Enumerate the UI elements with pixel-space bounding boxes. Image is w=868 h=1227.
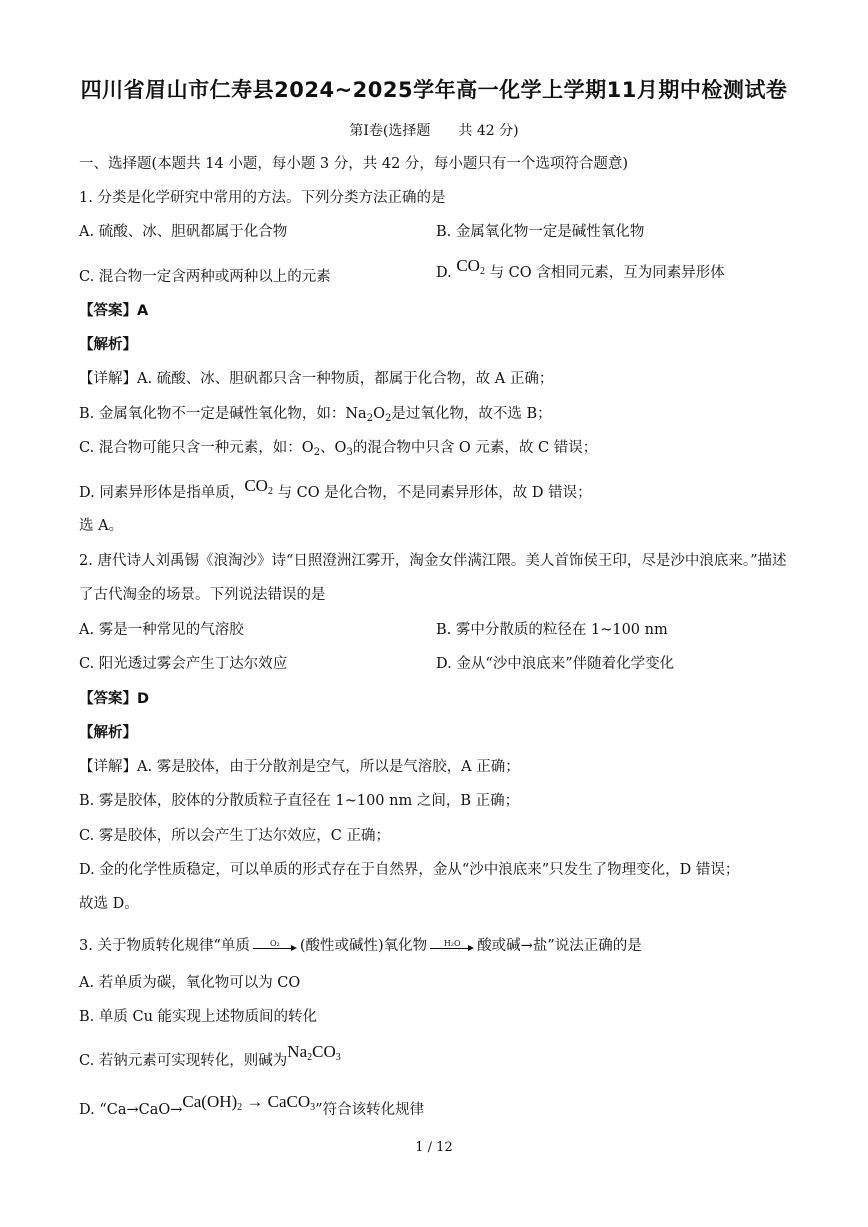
co2-formula-2-text: CO xyxy=(244,476,268,495)
arrow-o2-label: O₂ xyxy=(269,939,280,948)
q3-option-c xyxy=(79,1042,341,1076)
q2-option-c: C. 阳光透过雾会产生丁达尔效应 xyxy=(79,656,288,672)
q3-option-c-pre: C. 若钠元素可实现转化，则碱为 xyxy=(79,1053,288,1069)
na2co3-sub1: 2 xyxy=(307,1052,313,1063)
co2-formula-text: CO xyxy=(456,256,480,275)
q2-option-a: A. 雾是一种常见的气溶胶 xyxy=(79,622,244,638)
na2co3-b: CO xyxy=(312,1042,336,1061)
q2-option-d: D. 金从“沙中浪底来”伴随着化学变化 xyxy=(436,656,675,672)
caoh2-a: Ca(OH) xyxy=(182,1092,238,1111)
q1-option-d xyxy=(436,256,725,288)
q1-option-a: A. 硫酸、冰、胆矾都属于化合物 xyxy=(79,224,288,240)
co2-formula-sub: 2 xyxy=(479,266,485,277)
q3-stem-mid: (酸性或碱性)氧化物 xyxy=(299,938,428,954)
q2-detail-a: 【详解】A. 雾是胶体，由于分散剂是空气，所以是气溶胶，A 正确； xyxy=(79,759,520,775)
q1-detail-d-pre: D. 同素异形体是指单质， xyxy=(79,485,245,501)
q1-detail-c-post: 的混合物中只含 O 元素，故 C 错误； xyxy=(352,440,598,456)
q2-answer: 【答案】D xyxy=(79,691,150,707)
co2-formula-2 xyxy=(244,476,273,495)
q2-stem-line2: 了古代淘金的场景。下列说法错误的是 xyxy=(79,587,326,603)
q2-analysis-label: 【解析】 xyxy=(79,725,137,741)
na2co3-formula xyxy=(287,1042,340,1061)
arrow-h2o-label: H₂O xyxy=(443,939,461,948)
na2co3-sub2: 3 xyxy=(335,1052,341,1063)
q1-detail-c xyxy=(79,438,597,463)
q1-detail-b-sub2: 2 xyxy=(384,413,392,424)
co2-formula-2-sub: 2 xyxy=(267,486,273,497)
q1-detail-d-post: 与 CO 是化合物，不是同素异形体，故 D 错误； xyxy=(277,485,592,501)
q1-conclusion: 选 A。 xyxy=(79,518,124,534)
q1-option-c: C. 混合物一定含两种或两种以上的元素 xyxy=(79,269,331,285)
q2-option-b: B. 雾中分散质的粒径在 1~100 nm xyxy=(436,622,668,638)
q1-detail-c-pre: C. 混合物可能只含一种元素，如：O xyxy=(79,440,314,456)
q3-option-b: B. 单质 Cu 能实现上述物质间的转化 xyxy=(79,1009,318,1025)
q1-detail-b-sub1: 2 xyxy=(366,413,374,424)
na2co3-a: Na xyxy=(287,1042,308,1061)
co2-formula xyxy=(456,256,485,275)
q2-conclusion: 故选 D。 xyxy=(79,896,139,912)
q1-stem: 1. 分类是化学研究中常用的方法。下列分类方法正确的是 xyxy=(79,190,446,206)
q3-option-d xyxy=(79,1092,425,1125)
reaction-arrow-o2 xyxy=(253,940,297,952)
q3-stem-post: 酸或碱→盐”说法正确的是 xyxy=(477,938,642,954)
q1-detail-b-pre: B. 金属氧化物不一定是碱性氧化物，如：Na xyxy=(79,406,367,422)
q3-option-a: A. 若单质为碳，氧化物可以为 CO xyxy=(79,975,301,991)
page-title: 四川省眉山市仁寿县2024~2025学年高一化学上学期11月期中检测试卷 xyxy=(80,78,788,102)
q3-stem xyxy=(79,936,642,956)
reaction-arrow-h2o xyxy=(430,940,474,952)
q1-analysis-label: 【解析】 xyxy=(79,337,137,353)
q1-detail-b-post: 是过氧化物，故不选 B； xyxy=(391,406,552,422)
q1-detail-b-mid: O xyxy=(373,406,385,422)
caoh2-sub1: 2 xyxy=(237,1102,243,1113)
part-intro: 一、选择题(本题共 14 小题，每小题 3 分，共 42 分，每小题只有一个选项符合题意) xyxy=(79,156,629,172)
section-header: 第Ⅰ卷(选择题 共 42 分) xyxy=(349,123,519,139)
q3-option-d-post: ”符合该转化规律 xyxy=(315,1102,425,1118)
q1-answer: 【答案】A xyxy=(79,303,149,319)
q1-detail-c-sub2: 3 xyxy=(346,447,353,458)
q1-detail-d xyxy=(79,476,592,508)
caco3-b: → CaCO xyxy=(242,1092,311,1111)
caoh2-formula xyxy=(182,1092,315,1111)
q1-option-b: B. 金属氧化物一定是碱性氧化物 xyxy=(436,224,645,240)
q2-stem-line1: 2. 唐代诗人刘禹锡《浪淘沙》诗“日照澄洲江雾开，淘金女伴满江隈。美人首饰侯王印，尽是沙中浪底来。”描述 xyxy=(79,553,787,569)
q1-detail-c-sub1: 2 xyxy=(313,447,321,458)
q2-detail-c: C. 雾是胶体，所以会产生丁达尔效应，C 正确； xyxy=(79,828,390,844)
caco3-sub2: 3 xyxy=(310,1102,316,1113)
q3-stem-pre: 3. 关于物质转化规律“单质 xyxy=(79,938,250,954)
page-number: 1 / 12 xyxy=(415,1140,453,1155)
q1-option-d-letter: D. xyxy=(436,265,457,281)
q2-detail-b: B. 雾是胶体，胶体的分散质粒子直径在 1~100 nm 之间，B 正确； xyxy=(79,793,520,809)
q3-option-d-pre: D. “Ca→CaO→ xyxy=(79,1102,183,1118)
q1-detail-b xyxy=(79,404,552,429)
q1-detail-a: 【详解】A. 硫酸、冰、胆矾都只含一种物质，都属于化合物，故 A 正确； xyxy=(79,371,554,387)
q2-detail-d: D. 金的化学性质稳定，可以单质的形式存在于自然界，金从“沙中浪底来”只发生了物理变化，D 错误； xyxy=(79,862,740,878)
q1-detail-c-mid: 、O xyxy=(320,440,347,456)
q1-option-d-text: 与 CO 含相同元素，互为同素异形体 xyxy=(489,265,725,281)
